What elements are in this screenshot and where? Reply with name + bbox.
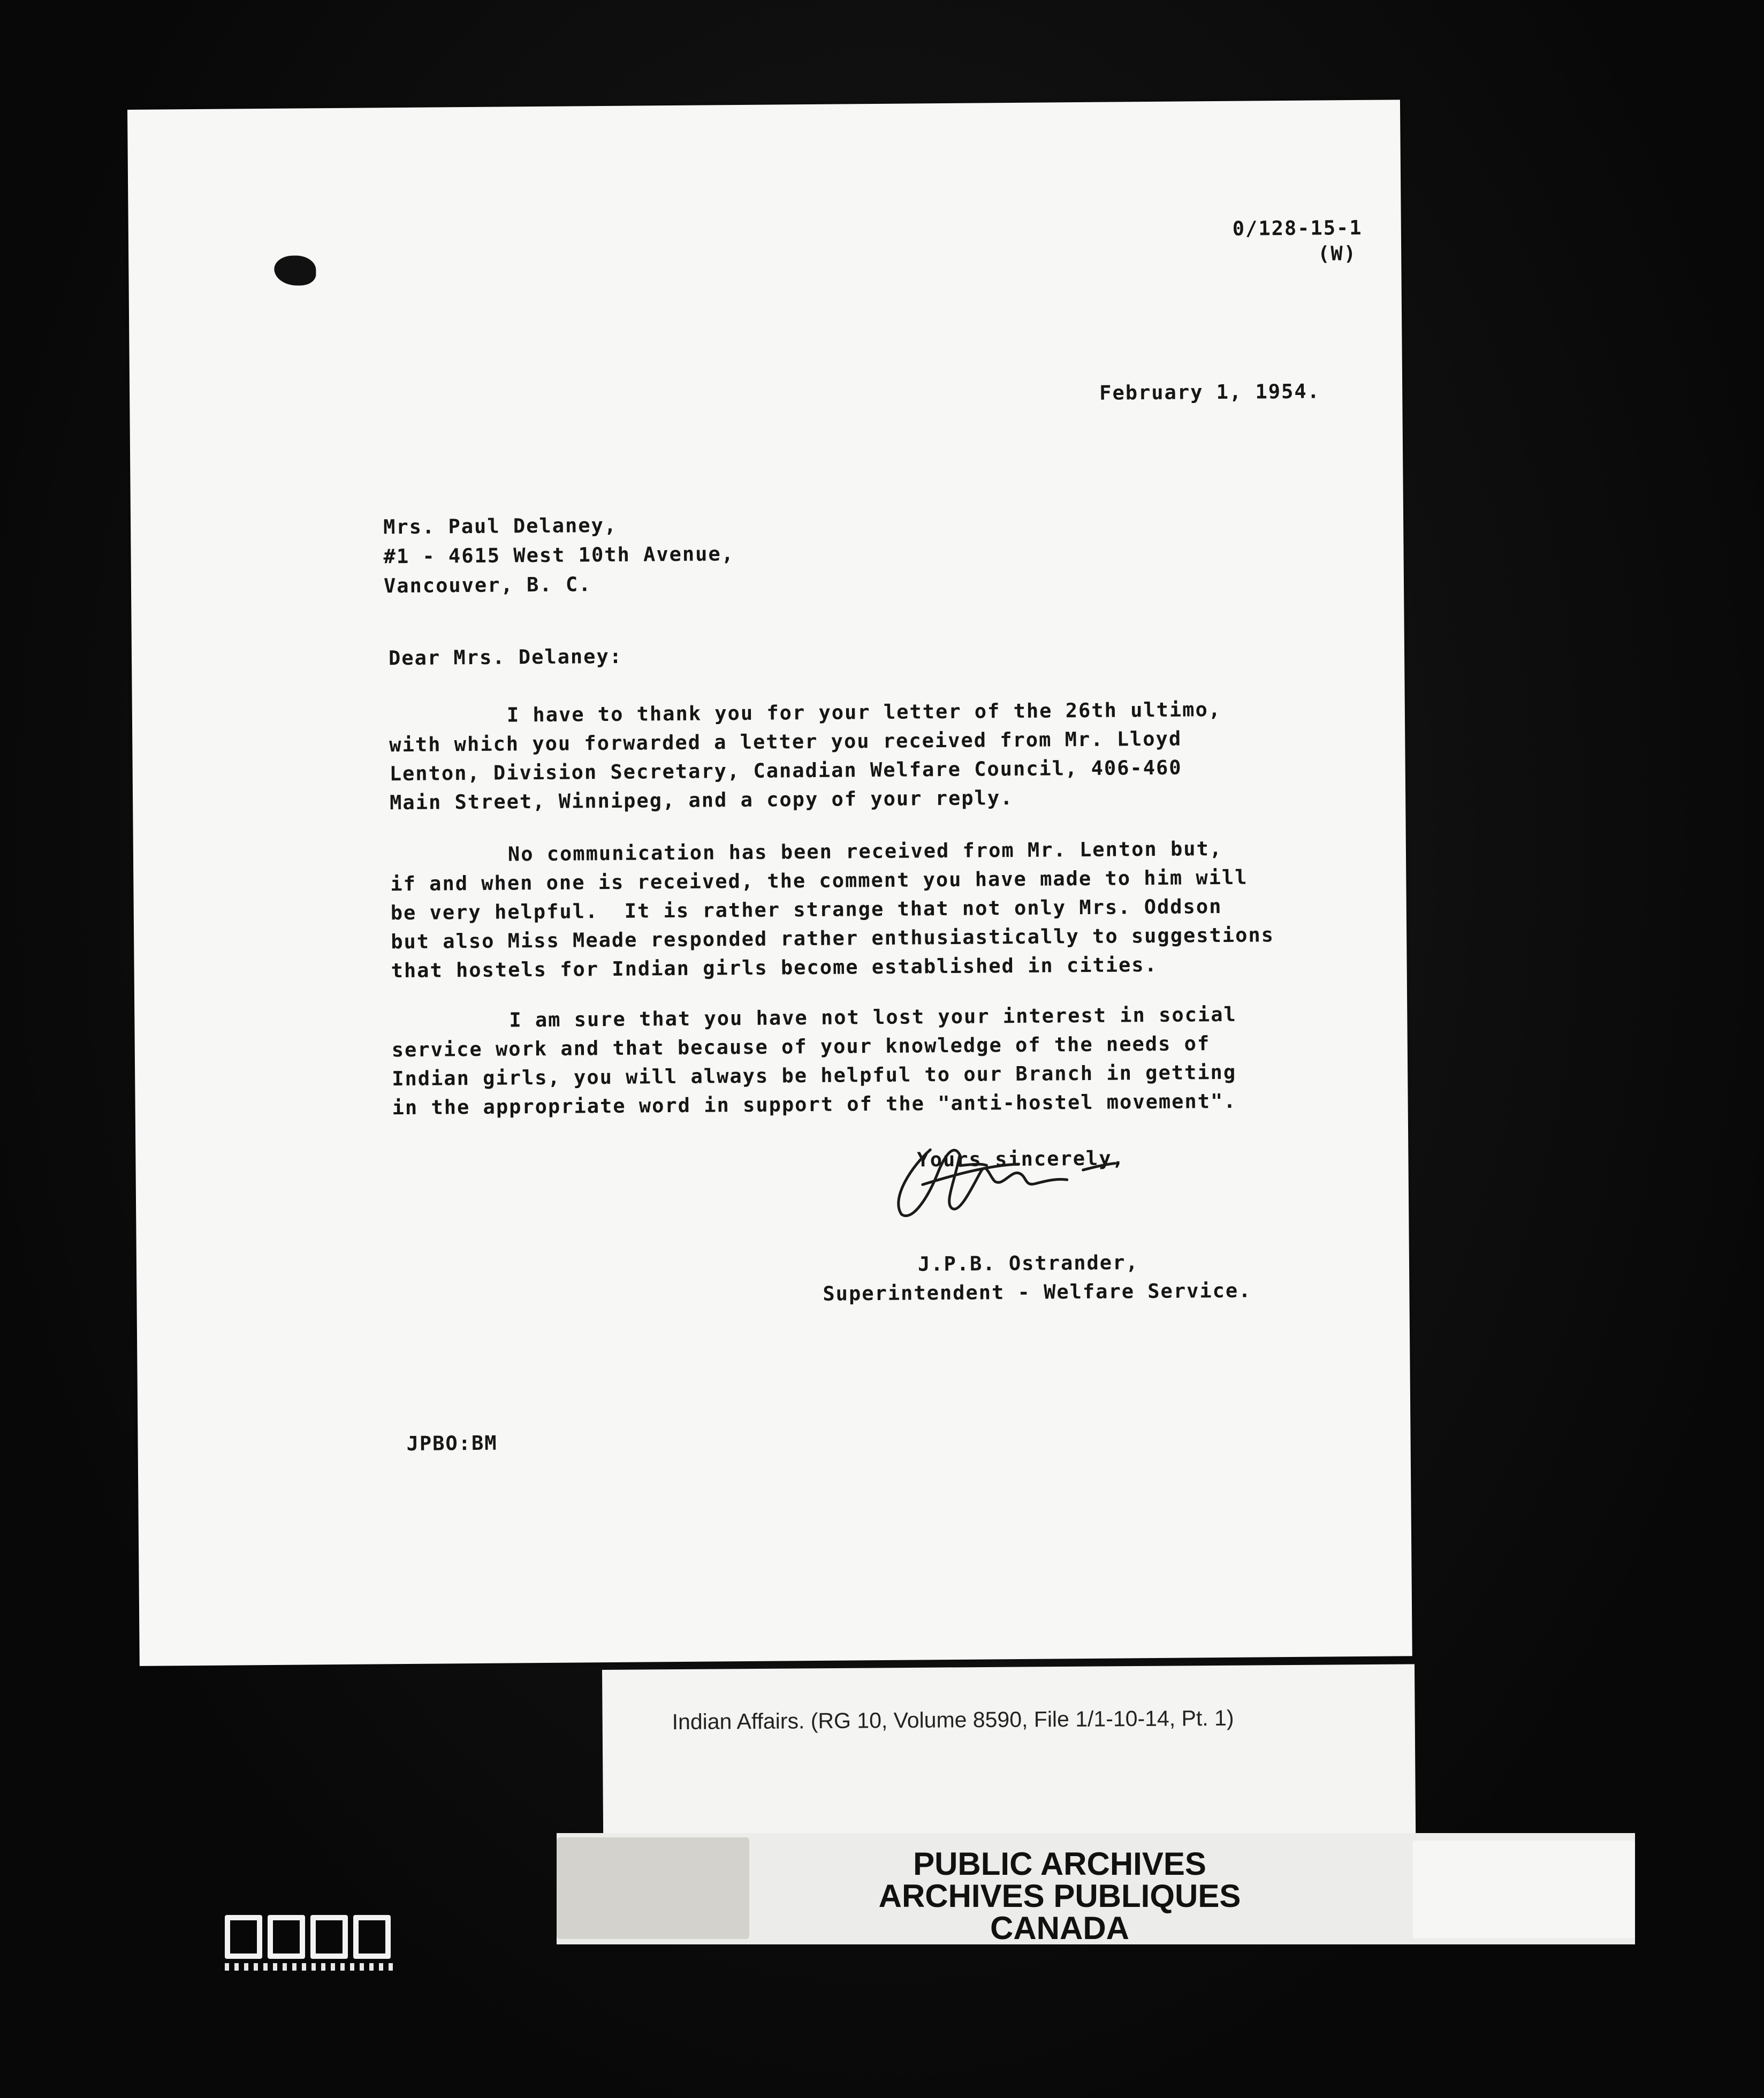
ink-blot — [274, 255, 316, 286]
paragraph-line: Main Street, Winnipeg, and a copy of your reply. — [390, 786, 1014, 815]
signatory-name: J.P.B. Ostrander, — [917, 1251, 1139, 1276]
recipient-line: Vancouver, B. C. — [383, 573, 592, 598]
letter-date: February 1, 1954. — [1099, 379, 1321, 405]
institution-country: CANADA — [990, 1910, 1129, 1946]
paragraph-line: Indian girls, you will always be helpful to our Branch in getting — [392, 1060, 1237, 1091]
handwritten-signature — [879, 1132, 1137, 1225]
paragraph-line: with which you forwarded a letter you received from Mr. Lloyd — [389, 727, 1182, 757]
file-reference: 0/128-15-1 — [1232, 216, 1363, 240]
archives-label-strip — [557, 1833, 1635, 1944]
counter-digit — [225, 1915, 262, 1959]
paragraph-line: if and when one is received, the comment you have made to him will — [390, 865, 1248, 896]
letter-page — [127, 100, 1412, 1666]
frame-counter — [214, 1905, 407, 1980]
institution-name: ARCHIVES PUBLIQUES — [878, 1878, 1241, 1914]
archive-citation: Indian Affairs. (RG 10, Volume 8590, File 1/1-10-14, Pt. 1) — [672, 1705, 1234, 1735]
paragraph-line: be very helpful. It is rather strange that not only Mrs. Oddson — [390, 894, 1222, 925]
paragraph-line: that hostels for Indian girls become established in cities. — [391, 953, 1158, 983]
paragraph-line: I have to thank you for your letter of the 26th ultimo, — [506, 697, 1222, 727]
file-reference-code: (W) — [1318, 241, 1357, 265]
closing: Yours sincerely, — [917, 1146, 1126, 1172]
paragraph-line: service work and that because of your knowledge of the needs of — [391, 1032, 1211, 1062]
counter-digit — [353, 1915, 391, 1959]
recipient-line: #1 - 4615 West 10th Avenue, — [383, 542, 735, 568]
adhesive-tape — [557, 1837, 749, 1939]
counter-digit — [268, 1915, 305, 1959]
paragraph-line: No communication has been received from Mr. Lenton but, — [507, 837, 1223, 866]
typist-initials: JPBO:BM — [406, 1431, 498, 1455]
institution-name: PUBLIC ARCHIVES — [913, 1846, 1206, 1882]
frame-counter-value — [214, 1905, 215, 1906]
adhesive-tape — [1413, 1841, 1635, 1938]
recipient-line: Mrs. Paul Delaney, — [383, 513, 618, 539]
counter-ticks — [225, 1963, 396, 1971]
paragraph-line: I am sure that you have not lost your interest in social — [509, 1002, 1237, 1032]
signatory-title: Superintendent - Welfare Service. — [823, 1279, 1252, 1305]
salutation: Dear Mrs. Delaney: — [388, 644, 623, 670]
paragraph-line: but also Miss Meade responded rather enthusiastically to suggestions — [391, 923, 1275, 954]
citation-card — [602, 1664, 1416, 1841]
paragraph-line: Lenton, Division Secretary, Canadian Welfare Council, 406-460 — [389, 756, 1182, 786]
paragraph-line: in the appropriate word in support of the "anti-hostel movement". — [392, 1089, 1237, 1120]
counter-digit — [310, 1915, 348, 1959]
